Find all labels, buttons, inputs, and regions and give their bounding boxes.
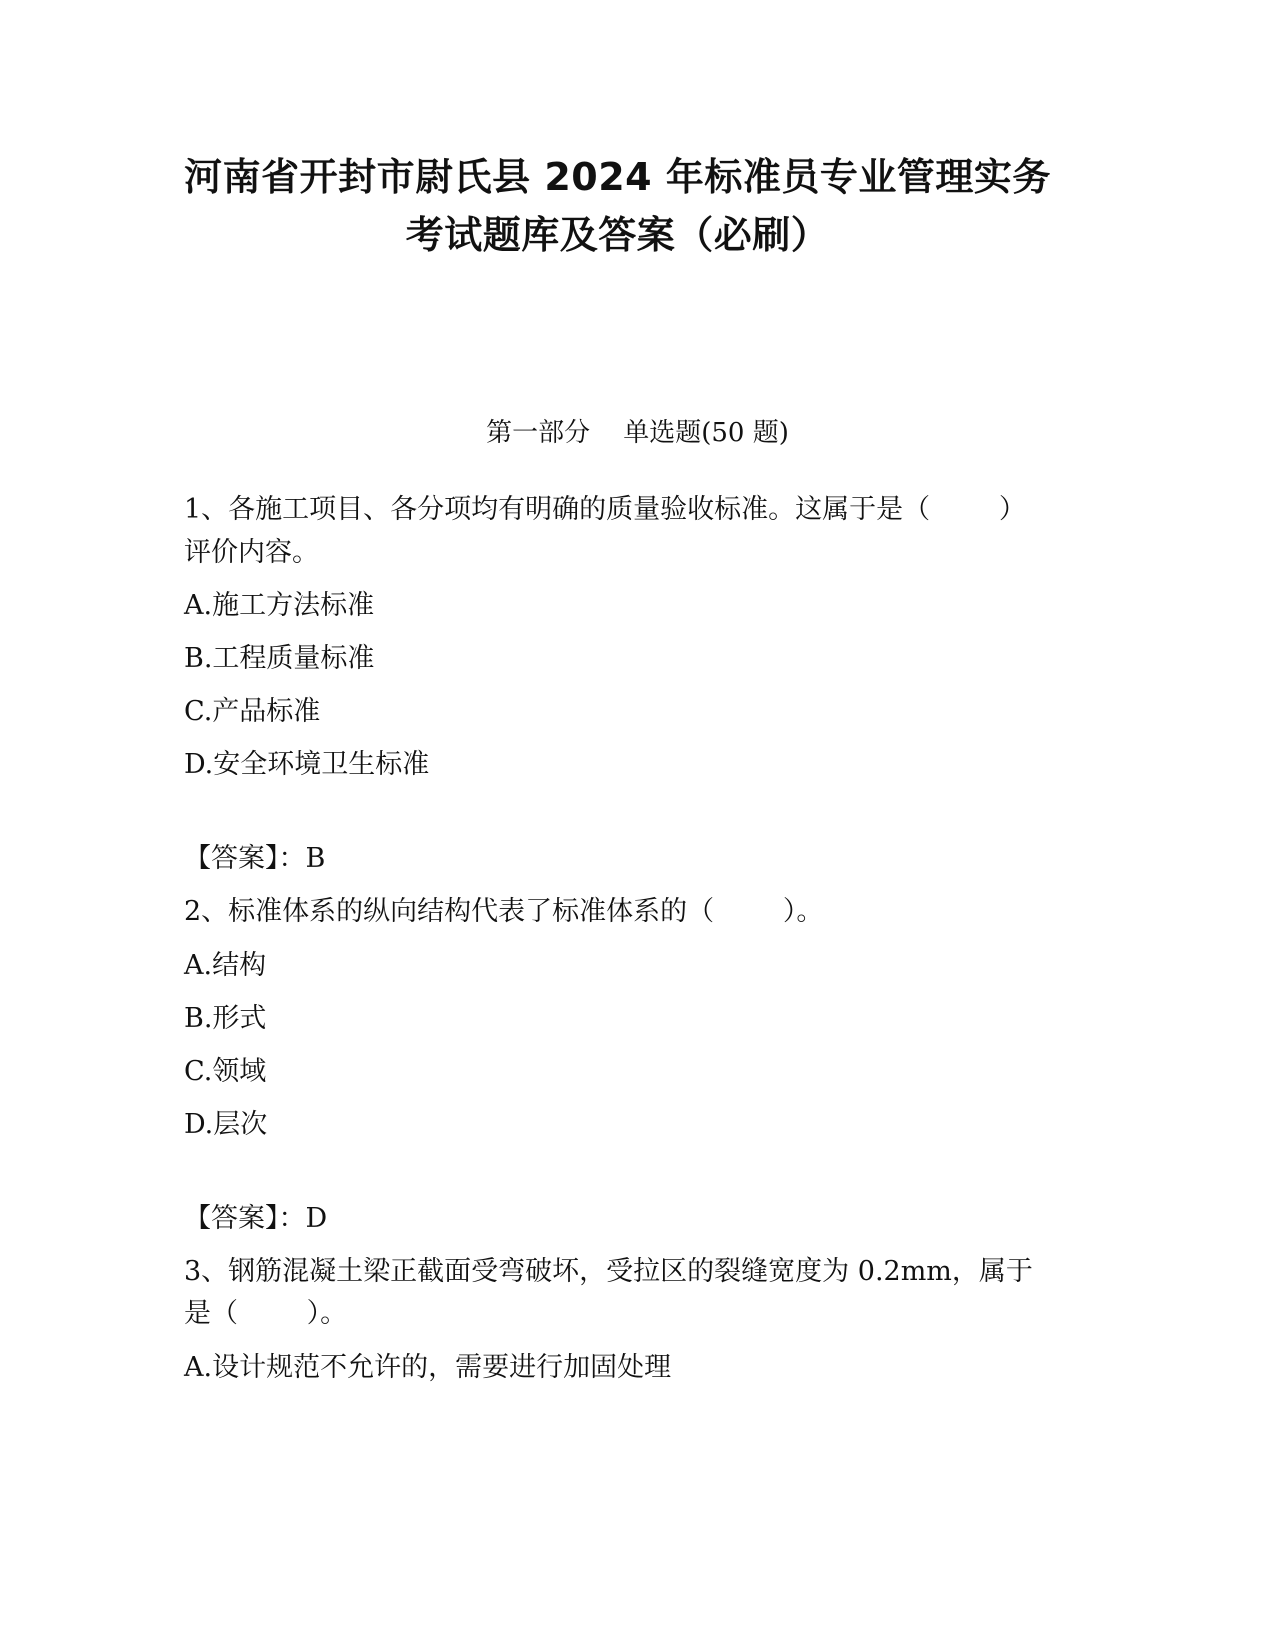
- question-3-option-a: A.设计规范不允许的，需要进行加固处理: [184, 1352, 672, 1383]
- question-2-stem-line-1: 2、标准体系的纵向结构代表了标准体系的（ ）。: [184, 896, 824, 927]
- question-1-option-c: C.产品标准: [184, 696, 321, 727]
- question-1-option-a: A.施工方法标准: [184, 590, 375, 621]
- question-1-stem-line-1: 1、各施工项目、各分项均有明确的质量验收标准。这属于是（ ）: [184, 494, 1026, 525]
- section-heading: 第一部分 单选题(50 题): [486, 418, 789, 448]
- question-2-option-a: A.结构: [184, 950, 267, 981]
- question-1-option-d: D.安全环境卫生标准: [184, 749, 430, 780]
- document-title-line-2: 考试题库及答案（必刷）: [405, 213, 830, 257]
- question-2-option-b: B.形式: [184, 1003, 267, 1034]
- question-2-answer: 【答案】：D: [184, 1203, 328, 1234]
- question-1-option-b: B.工程质量标准: [184, 643, 375, 674]
- question-1-stem-line-2: 评价内容。: [184, 537, 319, 568]
- question-2-option-d: D.层次: [184, 1109, 268, 1140]
- question-3-stem-line-2: 是（ ）。: [184, 1298, 348, 1329]
- document-title: [150, 148, 1085, 264]
- question-2-option-c: C.领域: [184, 1056, 267, 1087]
- question-1-answer: 【答案】：B: [184, 843, 326, 874]
- question-3-stem-line-1: 3、钢筋混凝土梁正截面受弯破坏，受拉区的裂缝宽度为 0.2mm，属于: [184, 1256, 1033, 1287]
- document-title-line-1: 河南省开封市尉氏县 2024 年标准员专业管理实务: [184, 155, 1051, 199]
